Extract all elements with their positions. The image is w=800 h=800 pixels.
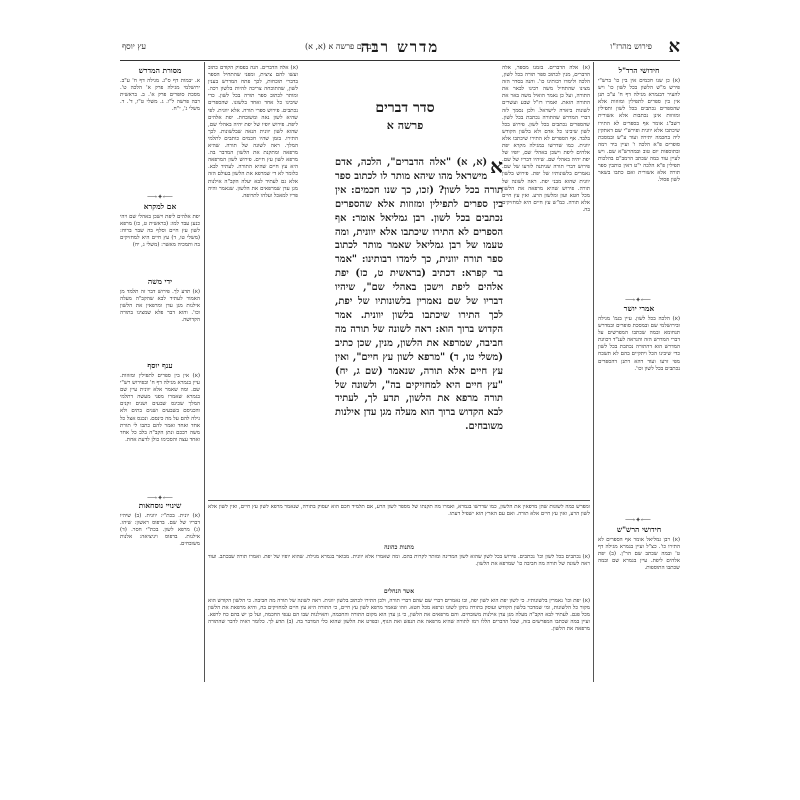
section-title: ידי משה	[147, 277, 173, 286]
main-body: (א, א) "אלה הדברים", הלכה, אדם מישראל מהו שיהא מותר לו לכתוב ספר תורה בכל לשון? (זכו, כך שנו חכמים: אין בין ספרים לתפילין ומזוזות אלא שהספרים נכתבים בכל לשון. רבן גמליאל אומר: אף הספרים לא התירו שיכתבו אלא יוונית, ומה טעמו של רבן גמליאל שאמר מותר לכתוב ספר תורה יוונית, כך לימדו רבותינו: "אמר בר קפרא: דכתיב (בראשית ט, כז) יפת אלהים ליפת וישכן באהלי שם", שיהיו דבריו של שם נאמרין בלשונותיו של יפת, לכך התירו שיכתבו בלשון יוונית. אמר הקדוש ברוך הוא: ראה לשונה של תורה מה חביבה, שמרפא את הלשון, מנין, שכן כתיב (משלי טו, ד) "מרפא לשון עץ חיים", ואין עץ חיים אלא תורה, שנאמר (שם ג, יח) "עץ חיים היא למחזיקים בה", ולשונה של תורה מרפא את הלשון, תדע לך, לעתיד לבא הקדוש ברוך הוא מעלה מגן עדן אילנות משובחים.	[335, 157, 503, 433]
ornament-divider: ⟵✦⟶	[147, 494, 173, 502]
parsha-reference: דברים פרשה א (א, א)	[305, 42, 376, 51]
section-title: שינויי נוסחאות	[138, 501, 182, 510]
ornament-divider: ⟵✦⟶	[625, 516, 651, 524]
left-outer-variants-column	[120, 500, 200, 600]
right-inner-column	[502, 65, 590, 497]
left-outer-yedei-column	[120, 276, 200, 356]
matnot-kehuna-text	[208, 554, 590, 586]
commentary-text: (א) יפת וכו' נאמרין בלשונותיו. כי לשון יפת הוא לשון יפה, ובו נאמרים דברי שם שהם דברי תורה, ולכן התירו לכתוב בלשון יוונית. ראה לשונה של תורה מה חביבה. כי הלשון הקודש הוא מקור כל הלשונות, ומי שמדבר בלשון הקודש ועוסק בתורה נתקן לשונו ונרפא מכל חטא. וזהו שאמר מרפא לשון עץ חיים, כי התורה היא עץ חיים למחזיקים בה, והיא מרפאת את הלשון מכל פגם. לעתיד לבא הקב"ה מעלה מגן עדן אילנות משובחים. והם מרפאים את הלשון, כי גן עדן הוא מקום התורה והחכמה, והאילנות שבו הם ענפי החכמה, ועל כן יש בהם כח לרפא. ועיין במה שכתבו המפרשים בזה, שכל הדברים הללו רמז לתורה שהיא מרפאה את הנפש ואת הגוף, ובפרט את הלשון שהוא כלי המדבר בה. (ב) תדע לך. כלומר ראיה לדבר שהתורה מרפאה את הלשון.	[208, 598, 590, 633]
horizontal-divider	[208, 500, 590, 501]
page-letter: א	[668, 36, 680, 57]
section-title: חידושי הרד"ל	[618, 66, 660, 75]
section-title: אם למקרא	[143, 202, 177, 211]
talmud-page	[120, 38, 680, 742]
section-title: מסורת המדרש	[138, 66, 182, 75]
right-outer-mid-column	[598, 303, 680, 415]
commentary-text: (א) הלכה בכל לשון. עיין בגמ' מגילה ובירושלמי שם ובמסכת סופרים ובמדרש תנחומא ובמה שכתבו המפרשים על דברי המדרש הזה והנראה לענ"ד דכוונת המדרש הוא דהתורה נכתבת בכל לשון כדי שיבינו הכל ויתקיים בהם לא תשכח מפי זרעו ועוד דהא דתנן דהספרים נכתבים בכל לשון וכו'.	[598, 316, 680, 372]
commentary-text: (א) תדע לך. פירוש דבר זה תלמד מן האמור לעתיד לבא שהקב"ה מעלה אילנות מגן עדן ומרפאין את הלשון וכו'. והוא דבר פלא שמצינו בתורה הקדושה.	[120, 289, 200, 324]
commentary-text: ומפרש כמה לשונות שהן מרפאין את הלשון, כמו שדרשו בגמרא, ואמרו מה תקנתו של מספר לשון הרע, אם תלמיד חכם הוא יעסוק בתורה, שנאמר מרפא לשון עץ חיים, ואין לשון אלא לשון הרע, ואין עץ חיים אלא תורה. ואם עם הארץ הוא ישפיל דעתו.	[208, 504, 590, 518]
section-title: מתנות כהונה	[384, 544, 414, 551]
left-inner-column	[208, 65, 298, 497]
chapter-title: פרשה א	[386, 119, 424, 132]
ornament-divider: ⟵✦⟶	[625, 296, 651, 304]
bottom-band-text	[208, 504, 590, 542]
page-header	[120, 38, 680, 61]
commentary-text: (א) רבן גמליאל אומר אף הספרים לא התירו כו'. כצ"ל ועיין בגמרא מגילה דף ט' ובמה שכתב שם הר"ן. (ב) יפת אלהים ליפת. עיין בגמרא שם ובמה שכתבו התוספות.	[598, 537, 680, 572]
commentary-text: (א) יונית. בכת"י: יוונית. (ב) שיהיו דבריו של שם. בדפוס ראשון: שיהו. (ג) מרפא לשון. בכת"י חסר. (ד) אילנות. בדפוס ויניציאה: אלנות משובחים.	[120, 513, 200, 548]
commentary-text: יפת אלהים ליפת וישכן באהלי שם ויהי כנען עבד למו: (בראשית ט, כז) מרפא לשון עץ חיים וסלף בה שבר ברוח: (משלי טו, ד) עץ חיים היא למחזיקים בה ותמכיה מאשר: (משלי ג, יח)	[120, 214, 200, 249]
commentary-text: (א) נכתבים בכל לשון וכו' נכתבים. פירוש בכל לשון שהוא לשון המדינה ומותר לקרות בהם. ומה שאמרו אלא יוונית. מבואר בגמרא מגילה. שהוא יופיו של יפת. ואמרו תורה שבכתב. ועוד ראה לשונה של תורה מה חביבה כו' שמרפא את הלשון.	[208, 554, 590, 568]
column-divider	[204, 62, 205, 682]
commentary-text: (א) כן שנו חכמים אין בין כו' ברש"י פירש מ"ש הלשון בכל לשון כו' ויש להעיר דבגמרא מגילה דף ח' ע"ב תנן אין בין ספרים לתפילין ומזוזות אלא שהספרים נכתבים בכל לשון ותפילין ומזוזות אינן נכתבות אלא אשורית רשב"ג אומר אף בספרים לא התירו שיכתבו אלא יוונית ופירש"י שם דאתקין ליה בחכמה יתירה ועוד ע"ש ובמסכת סופרים פ"א הלכה ו' ועיין ביד רמה ובתוספות יום טוב ובמהרש"א שם. ויש לעיין עוד במה שכתב הרמב"ם בהלכות תפילין פ"א הלכה י"ט דאין כותבין ספר תורה אלא אשורית ואם כתבו בשאר לשון פסול.	[598, 78, 680, 184]
left-outer-bottom-column	[120, 360, 200, 495]
right-running-title: פירוש מהרז"ו	[610, 42, 652, 51]
left-outer-top-column	[120, 65, 200, 195]
book-title: סדר דברים	[375, 100, 435, 116]
eshed-hanechalim-text	[208, 598, 590, 738]
drop-letter: א	[490, 156, 503, 178]
page-title: מדרש רבה	[360, 38, 440, 56]
right-outer-top-column	[598, 65, 680, 299]
section-heading-box	[335, 98, 475, 154]
section-title: אמרי יושר	[623, 304, 655, 313]
commentary-text: (א) אלה הדברים. בזמנו מספר, אלה הדברים, מנין לכתוב ספר תורה בכל לשון, הלכה ולימדו רבותינו כו'. והנה בסדר הזה מצינו שהתחיל משה רבינו לבאר את התורה, ועל כן נאמר הואיל משה באר את התורה הזאת. ואמרו רז"ל שבע ועשרים לשונות ביארה לישראל. ולכן נסמך לזה דברי המדרש שהתורה נכתבת בכל לשון. שהספרים נכתבים בכל לשון. פירוש בכל לשון שיבינו כל אדם ולא בלשון הקודש בלבד. אף הספרים לא התירו שיכתבו אלא יוונית. כמו שדרשו במגילה מקרא יפת אלהים ליפת וישכן באהלי שם, יופיו של יפת יהיה באהלי שם. שיהיו דבריו של שם. פירוש דברי תורה שניתנה לזרעו של שם. נאמרים בלשונותיו של יפת. פירוש בלשון יוונית שהוא מבני יפת. ראה לשונה של תורה. פירוש שהיא מרפאה את הלשון מכל חטא ועון ומלשון הרע. ואין עץ חיים אלא תורה. כמ"ש עץ חיים היא למחזיקים בה.	[502, 65, 590, 213]
section-title: אשד הנחלים	[383, 588, 415, 595]
section-title: ענף יוסף	[147, 361, 173, 370]
commentary-text: (א) אין בין ספרים לתפילין ומזוזות. עיין בגמרא מגילה דף ח' ובפירוש רש"י שם. ומה שאמר אלא יוונית עיין שם בגמרא שאמרו מפני מעשה דתלמי המלך שכינס שבעים ושנים זקנים והכניסם בשבעים ושנים בתים ולא גילה להם על מה כינסם. ונכנס אצל כל אחד ואחד ואמר להם כתבו לי תורת משה רבכם ונתן הקב"ה בלב כל אחד ואחד עצה והסכימו כולן לדעת אחת.	[120, 373, 200, 443]
ornament-divider: ⟵✦⟶	[147, 193, 173, 201]
right-outer-bottom-column	[598, 524, 680, 674]
left-outer-mid-column	[120, 201, 200, 271]
commentary-text: (א) אלה הדברים. הנה בפסוק הקודם כתוב ועשו להם ציצית, ומפני שהתחיל הספר בדברי תוכחות, לכך פתח המדרש בענין לשון, שהתוכחה צריכה להיות בלשון רכה. ומותר לכתוב ספר תורה בכל לשון. כדי שיבינו כל אחד ואחד בלשונו. שהספרים נכתבים. פירוש ספרי תורה. אלא יוונית. לפי שהיא לשון נאה ומשובחת. יפת אלהים ליפת. פירוש יופיו של יפת יהיה באהלי שם, שהוא לשון יוונית הנאה שבלשונות. לכך התירו. בזמן שהיו חכמים כותבים לתלמי המלך. ראה לשונה של תורה. שהיא מרפאה ומתקנת את הלשון המדבר בה. מרפא לשון עץ חיים. פירוש לשון המרפאה היא עץ חיים שהיא התורה. לעתיד לבא. כלומר לא די שמרפא את הלשון בעולם הזה אלא גם לעתיד לבא יעלה הקב"ה אילנות מגן עדן שמרפאים את הלשון. שנאמר והיה פריו למאכל ועלהו לתרופה.	[208, 65, 298, 199]
main-midrash-text	[335, 156, 503, 496]
section-title: חידושי הרש"ש	[616, 525, 662, 534]
column-divider	[593, 62, 594, 682]
commentary-text: א. יבמות דף ס"ג. מגילה דף ח' ע"ב. ירושלמי מגילה פרק א' הלכה ט'. מסכת סופרים פרק א'. ב. בראשית רבה פרשה ל"ו. ג. משלי ט"ו, ד'. ד. משלי ג', י"ח.	[120, 78, 200, 113]
left-running-title: עץ יוסף	[122, 42, 147, 51]
